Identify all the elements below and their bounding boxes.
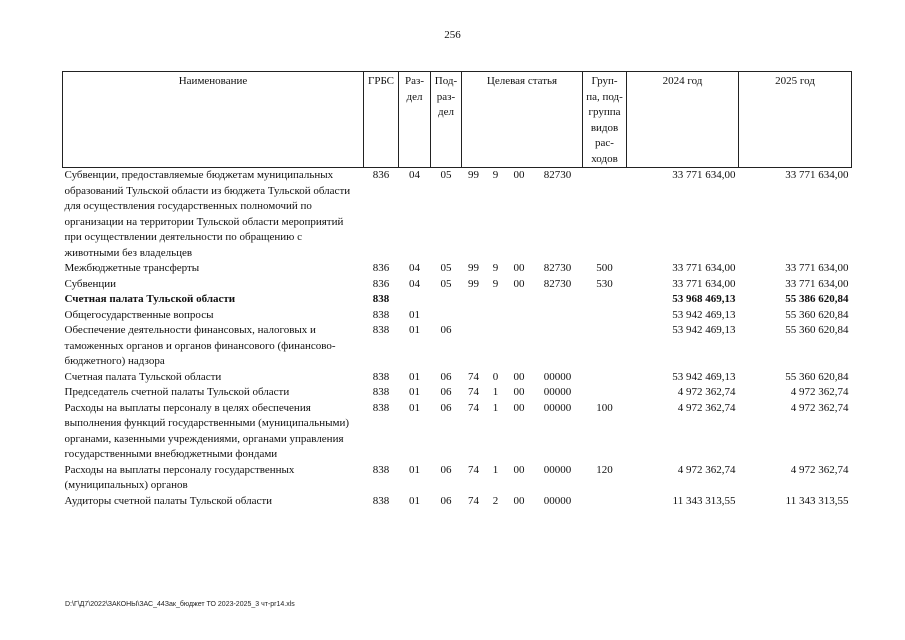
row-razdel: 04 bbox=[409, 169, 420, 181]
row-target-direction: 00 bbox=[513, 401, 525, 414]
row-podrazdel bbox=[431, 292, 462, 308]
row-grbs: 838 bbox=[372, 494, 390, 507]
row-podrazdel: 06 bbox=[440, 463, 452, 476]
row-target-program: 99 bbox=[468, 262, 479, 274]
row-grbs: 836 bbox=[372, 277, 390, 290]
row-name: Расходы на выплаты персоналу государственных (муниципальных) органов bbox=[64, 463, 295, 491]
row-expense-group bbox=[583, 323, 627, 370]
header-grbs: ГРБС bbox=[364, 72, 399, 168]
row-target-code: 82730 bbox=[543, 169, 572, 181]
row-target-code: 00000 bbox=[543, 386, 572, 398]
row-amount-2025: 55 360 620,84 bbox=[785, 308, 849, 321]
row-expense-group: 500 bbox=[596, 262, 613, 274]
row-podrazdel: 06 bbox=[440, 370, 452, 383]
row-podrazdel: 05 bbox=[440, 169, 452, 181]
row-target-subprogram: 9 bbox=[492, 169, 499, 181]
footer-file-path: D:\Г\Д7\2022\ЗАКОНЫ\ЗАС_44Зак_бюджет ТО 2023-2025_3 чт-pr14.xls bbox=[65, 601, 295, 608]
row-amount-2024: 53 968 469,13 bbox=[672, 293, 736, 305]
row-target-direction: 00 bbox=[513, 277, 525, 290]
row-target-program: 99 bbox=[468, 169, 479, 181]
row-grbs: 838 bbox=[372, 370, 390, 383]
row-target-code: 82730 bbox=[543, 277, 572, 290]
header-year-2025: 2025 год bbox=[739, 72, 852, 168]
row-amount-2024: 33 771 634,00 bbox=[672, 169, 736, 181]
row-target-program: 99 bbox=[468, 277, 479, 290]
row-amount-2024: 4 972 362,74 bbox=[677, 463, 736, 476]
row-name: Межбюджетные трансферты bbox=[64, 262, 200, 274]
row-grbs: 838 bbox=[372, 324, 390, 336]
row-target-subprogram: 1 bbox=[492, 401, 499, 414]
row-podrazdel: 06 bbox=[440, 401, 452, 414]
row-podrazdel bbox=[431, 308, 462, 324]
header-year-2024: 2024 год bbox=[627, 72, 739, 168]
row-name: Субвенции, предоставляемые бюджетам муниципальных образований Тульской области из бюджета Тульской области для осуществления государственных полномочий по организации на территории Тульской области мероприятий при осуществлении деятельности по обращению с животными без владельцев bbox=[64, 169, 351, 259]
table-row bbox=[63, 168, 852, 262]
row-amount-2024: 11 343 313,55 bbox=[672, 494, 736, 507]
page-number: 256 bbox=[444, 29, 461, 41]
table-row bbox=[63, 261, 852, 277]
row-target-direction bbox=[506, 292, 533, 308]
table-row bbox=[63, 385, 852, 401]
row-target-subprogram bbox=[486, 308, 506, 324]
row-grbs: 838 bbox=[372, 463, 390, 476]
row-expense-group bbox=[583, 385, 627, 401]
row-podrazdel: 05 bbox=[440, 262, 452, 274]
row-grbs: 838 bbox=[372, 386, 390, 398]
row-amount-2025: 55 386 620,84 bbox=[785, 293, 849, 305]
row-amount-2025: 11 343 313,55 bbox=[785, 494, 849, 507]
row-name: Счетная палата Тульской области bbox=[64, 370, 222, 383]
row-target-direction bbox=[506, 323, 533, 370]
row-podrazdel: 05 bbox=[440, 277, 452, 290]
row-grbs: 838 bbox=[372, 308, 390, 321]
row-target-direction: 00 bbox=[513, 370, 525, 383]
row-target-code bbox=[533, 308, 583, 324]
row-target-direction: 00 bbox=[513, 494, 525, 507]
row-name: Обеспечение деятельности финансовых, налоговых и таможенных органов и органов финансового (финансово-бюджетного) надзора bbox=[64, 324, 336, 367]
table-row bbox=[63, 292, 852, 308]
row-razdel bbox=[399, 292, 431, 308]
row-razdel: 04 bbox=[409, 262, 420, 274]
row-razdel: 01 bbox=[409, 308, 420, 321]
header-name: Наименование bbox=[63, 72, 364, 168]
row-amount-2024: 4 972 362,74 bbox=[677, 401, 736, 414]
row-target-program: 74 bbox=[468, 370, 479, 383]
table-row bbox=[63, 494, 852, 510]
row-target-program: 74 bbox=[468, 494, 479, 507]
row-razdel: 01 bbox=[409, 324, 420, 336]
row-target-direction: 00 bbox=[513, 463, 525, 476]
table-row bbox=[63, 323, 852, 370]
row-name: Общегосударственные вопросы bbox=[64, 308, 214, 321]
row-target-program: 74 bbox=[468, 463, 479, 476]
row-amount-2025: 4 972 362,74 bbox=[790, 386, 849, 398]
row-target-code bbox=[533, 292, 583, 308]
row-expense-group bbox=[583, 370, 627, 386]
table-row bbox=[63, 277, 852, 293]
row-razdel: 01 bbox=[409, 370, 420, 383]
row-amount-2024: 53 942 469,13 bbox=[672, 324, 736, 336]
row-target-subprogram: 9 bbox=[492, 262, 499, 274]
row-grbs: 838 bbox=[372, 401, 390, 414]
table-body bbox=[63, 168, 852, 510]
row-amount-2025: 55 360 620,84 bbox=[785, 370, 849, 383]
row-razdel: 01 bbox=[409, 401, 420, 414]
row-amount-2025: 33 771 634,00 bbox=[785, 277, 849, 290]
row-target-program bbox=[462, 292, 486, 308]
row-target-subprogram bbox=[486, 292, 506, 308]
row-target-program: 74 bbox=[468, 386, 479, 398]
row-target-code: 82730 bbox=[543, 262, 572, 274]
row-expense-group: 100 bbox=[596, 401, 613, 414]
row-name: Расходы на выплаты персоналу в целях обеспечения выполнения функций государственными (муниципальными) органами, казенными учреждениями, органами управления государственными внебюджетными фондами bbox=[64, 401, 349, 460]
header-podrazdel: Под- раз- дел bbox=[431, 72, 462, 168]
header-expense-group: Груп- па, под- группа видов рас- ходов bbox=[583, 72, 627, 168]
budget-table bbox=[62, 71, 852, 509]
table-row bbox=[63, 463, 852, 494]
row-name: Председатель счетной палаты Тульской области bbox=[64, 386, 290, 398]
row-name: Аудиторы счетной палаты Тульской области bbox=[64, 494, 273, 507]
row-amount-2024: 53 942 469,13 bbox=[672, 370, 736, 383]
row-expense-group: 120 bbox=[596, 463, 613, 476]
row-target-direction: 00 bbox=[513, 262, 525, 274]
row-expense-group bbox=[583, 308, 627, 324]
row-target-program: 74 bbox=[468, 401, 479, 414]
row-target-code bbox=[533, 323, 583, 370]
row-name: Счетная палата Тульской области bbox=[64, 293, 236, 305]
row-target-code: 00000 bbox=[543, 401, 572, 414]
row-target-program bbox=[462, 308, 486, 324]
row-target-direction bbox=[506, 308, 533, 324]
header-razdel: Раз- дел bbox=[399, 72, 431, 168]
row-target-subprogram: 2 bbox=[492, 494, 499, 507]
row-grbs: 838 bbox=[372, 293, 390, 305]
row-amount-2024: 33 771 634,00 bbox=[672, 262, 736, 274]
row-razdel: 01 bbox=[409, 494, 420, 507]
row-amount-2025: 55 360 620,84 bbox=[785, 324, 849, 336]
row-podrazdel: 06 bbox=[440, 324, 452, 336]
row-amount-2025: 33 771 634,00 bbox=[785, 262, 849, 274]
row-expense-group bbox=[583, 168, 627, 262]
row-podrazdel: 06 bbox=[440, 494, 452, 507]
row-amount-2024: 53 942 469,13 bbox=[672, 308, 736, 321]
row-expense-group: 530 bbox=[596, 277, 613, 290]
row-expense-group bbox=[583, 494, 627, 510]
table-row bbox=[63, 370, 852, 386]
row-target-program bbox=[462, 323, 486, 370]
row-target-subprogram: 0 bbox=[492, 370, 499, 383]
row-target-code: 00000 bbox=[543, 463, 572, 476]
row-target-subprogram: 1 bbox=[492, 463, 499, 476]
row-target-direction: 00 bbox=[513, 169, 525, 181]
row-amount-2024: 4 972 362,74 bbox=[677, 386, 736, 398]
row-target-code: 00000 bbox=[543, 370, 572, 383]
row-amount-2025: 33 771 634,00 bbox=[785, 169, 849, 181]
table-row bbox=[63, 308, 852, 324]
row-grbs: 836 bbox=[372, 262, 390, 274]
row-name: Субвенции bbox=[64, 277, 117, 290]
table-header-row bbox=[63, 72, 852, 168]
row-target-subprogram: 1 bbox=[492, 386, 499, 398]
row-podrazdel: 06 bbox=[440, 386, 452, 398]
row-target-direction: 00 bbox=[513, 386, 525, 398]
row-amount-2025: 4 972 362,74 bbox=[790, 463, 849, 476]
row-target-subprogram bbox=[486, 323, 506, 370]
table-row bbox=[63, 401, 852, 463]
row-razdel: 01 bbox=[409, 463, 420, 476]
header-target-article: Целевая статья bbox=[462, 72, 583, 168]
row-target-subprogram: 9 bbox=[492, 277, 499, 290]
row-amount-2025: 4 972 362,74 bbox=[790, 401, 849, 414]
row-razdel: 01 bbox=[409, 386, 420, 398]
row-target-code: 00000 bbox=[543, 494, 572, 507]
row-razdel: 04 bbox=[409, 277, 420, 290]
row-expense-group bbox=[583, 292, 627, 308]
row-amount-2024: 33 771 634,00 bbox=[672, 277, 736, 290]
row-grbs: 836 bbox=[372, 169, 390, 181]
